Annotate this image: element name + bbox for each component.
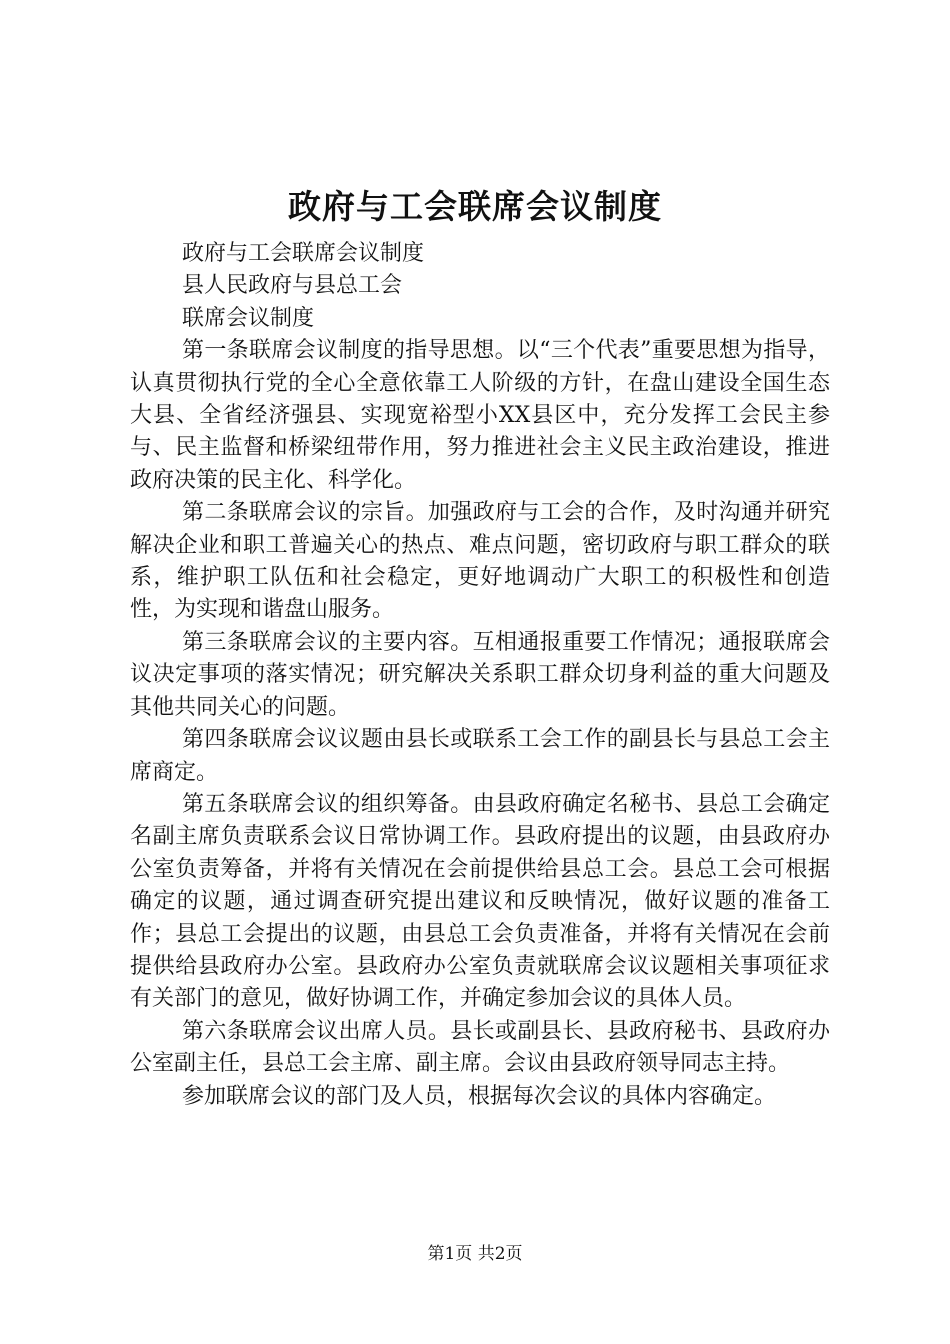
article-paragraph: 第二条联席会议的宗旨。加强政府与工会的合作，及时沟通并研究解决企业和职工普遍关心的热点、难点问题，密切政府与职工群众的联系，维护职工队伍和社会稳定，更好地调动广大职工的积极性和创造性，为实现和谐盘山服务。	[130, 500, 830, 623]
subtitle-line: 县人民政府与县总工会	[182, 273, 403, 299]
subtitle-line: 政府与工会联席会议制度	[182, 241, 425, 266]
article-paragraph: 第一条联席会议制度的指导思想。以“三个代表”重要思想为指导，认真贯彻执行党的全心全意依靠工人阶级的方针，在盘山建设全国生态大县、全省经济强县、实现宽裕型小XX县区中，充分发挥工会民主参与、民主监督和桥梁纽带作用，努力推进社会主义民主政治建设，推进政府决策的民主化、科学化。	[130, 338, 830, 493]
document-body	[130, 238, 830, 1113]
page-number: 第1页 共2页	[427, 1244, 523, 1264]
document-title: 政府与工会联席会议制度	[288, 187, 662, 226]
article-paragraph: 第五条联席会议的组织筹备。由县政府确定名秘书、县总工会确定名副主席负责联系会议日常协调工作。县政府提出的议题，由县政府办公室负责筹备，并将有关情况在会前提供给县总工会。县总工会可根据确定的议题，通过调查研究提出建议和反映情况，做好议题的准备工作；县总工会提出的议题，由县总工会负责准备，并将有关情况在会前提供给县政府办公室。县政府办公室负责就联席会议议题相关事项征求有关部门的意见，做好协调工作，并确定参加会议的具体人员。	[130, 791, 830, 1012]
article-paragraph: 第四条联席会议议题由县长或联系工会工作的副县长与县总工会主席商定。	[130, 727, 830, 785]
article-paragraph: 参加联席会议的部门及人员，根据每次会议的具体内容确定。	[182, 1083, 777, 1109]
subtitle-line: 联席会议制度	[182, 305, 315, 331]
article-paragraph: 第六条联席会议出席人员。县长或副县长、县政府秘书、县政府办公室副主任，县总工会主席、副主席。会议由县政府领导同志主持。	[130, 1018, 830, 1077]
article-paragraph: 第三条联席会议的主要内容。互相通报重要工作情况；通报联席会议决定事项的落实情况；研究解决关系职工群众切身利益的重大问题及其他共同关心的问题。	[130, 629, 830, 720]
